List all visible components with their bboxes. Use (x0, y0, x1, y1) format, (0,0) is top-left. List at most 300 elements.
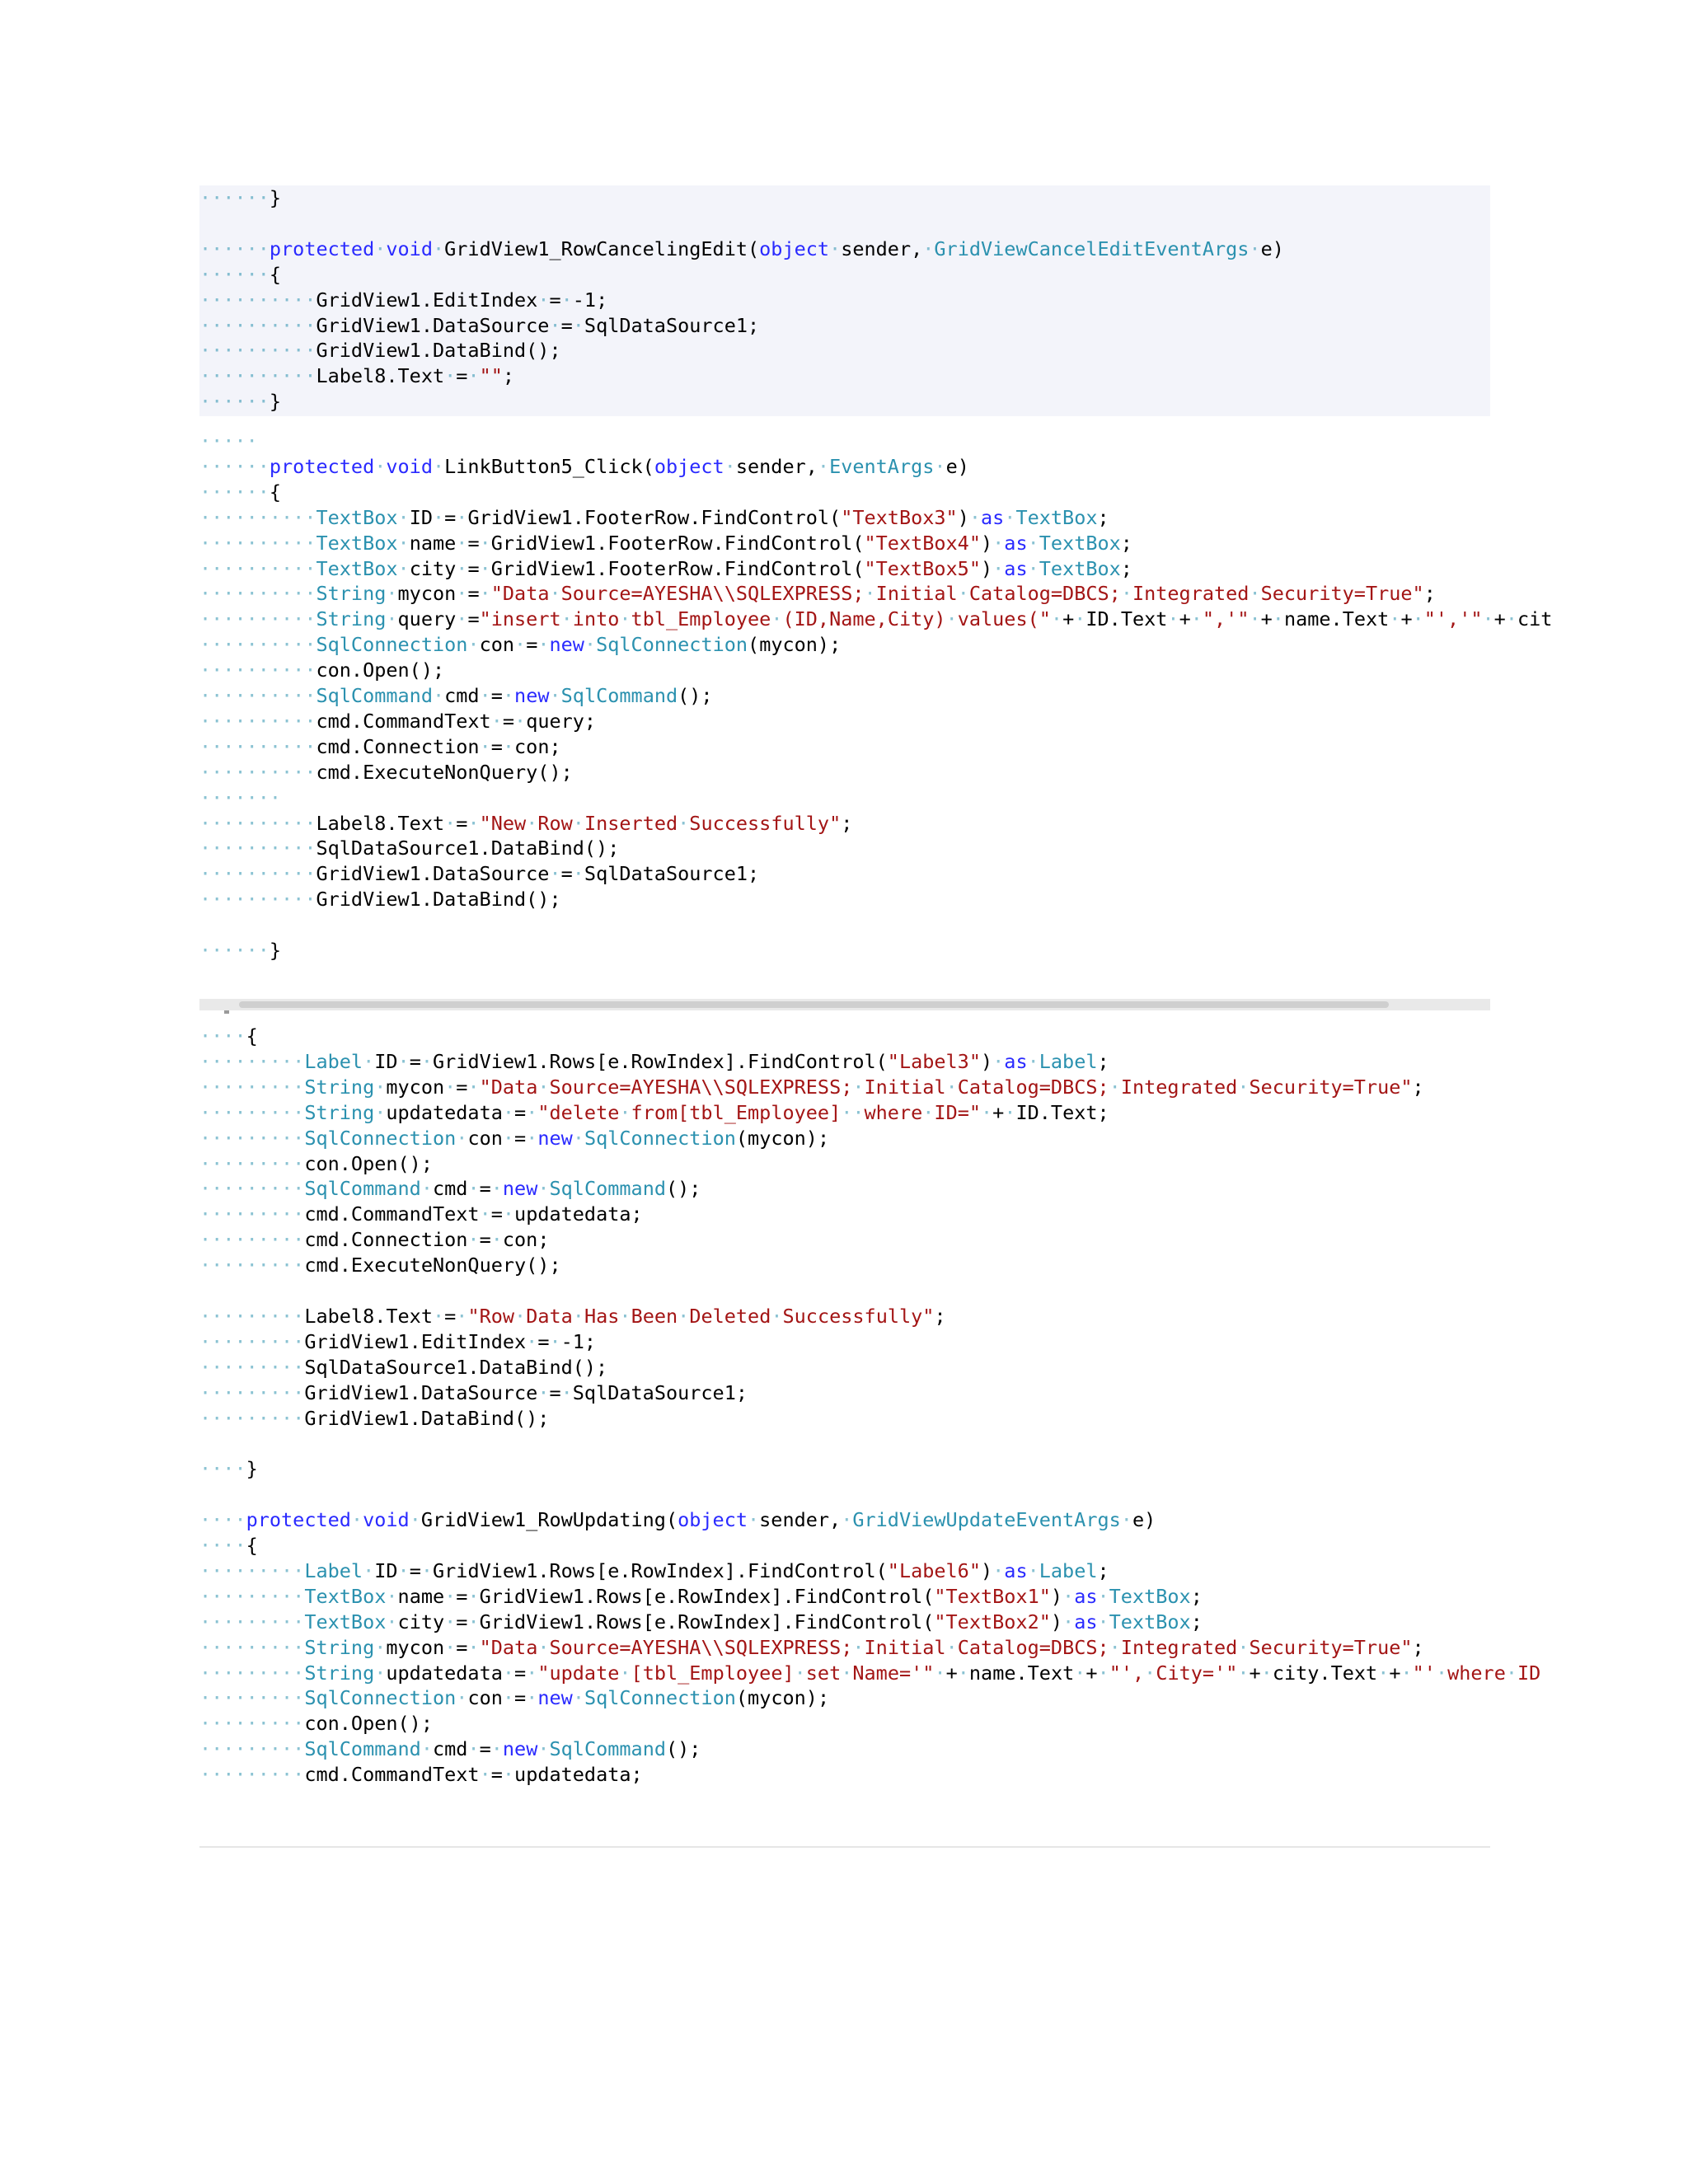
code-line (199, 1049, 1109, 1074)
code-token: ; (934, 1305, 946, 1328)
code-token: + (1179, 607, 1191, 630)
code-token: (); (666, 1177, 701, 1200)
code-token: · (678, 812, 690, 835)
code-token: GridView1.Rows[e.RowIndex].FindControl( (479, 1585, 935, 1608)
code-line (199, 1558, 1109, 1583)
code-token: = (549, 1381, 561, 1404)
code-token: · (1400, 1661, 1413, 1685)
code-token: "','" (1423, 607, 1483, 630)
code-token: ········· (199, 1407, 305, 1430)
code-token: new (549, 633, 584, 656)
code-token: ······ (199, 186, 270, 209)
code-token: SqlCommand (316, 684, 433, 707)
code-line (199, 887, 561, 912)
code-token: · (490, 1228, 503, 1251)
code-token: GridView1.Rows[e.RowIndex].FindControl( (433, 1559, 888, 1582)
code-token: void (363, 1508, 410, 1531)
code-token: + (1249, 1661, 1261, 1685)
code-token: · (1505, 607, 1517, 630)
code-token: GridViewUpdateEventArgs (852, 1508, 1121, 1531)
code-token: "Data (479, 1636, 538, 1659)
code-token: as (1004, 557, 1028, 580)
code-token: values(" (957, 607, 1051, 630)
code-token: new (502, 1737, 538, 1760)
code-token: cmd (432, 1177, 468, 1200)
code-token: mycon (386, 1636, 445, 1659)
code-token: "update (537, 1661, 620, 1685)
code-token: Security=True" (1249, 1076, 1413, 1099)
code-token: cmd.ExecuteNonQuery(); (316, 761, 573, 784)
code-token: + (1062, 607, 1075, 630)
code-token: · (852, 1636, 865, 1659)
code-token: · (1062, 1610, 1075, 1633)
code-token: protected (246, 1508, 351, 1531)
code-token: ········· (199, 1585, 305, 1608)
code-token: · (432, 506, 445, 529)
code-token: = (467, 532, 480, 555)
code-token: · (386, 1585, 398, 1608)
code-token: ········· (199, 1305, 305, 1328)
code-token: ········· (199, 1050, 305, 1073)
code-token: · (724, 455, 736, 478)
code-token: · (922, 237, 935, 260)
code-token: SqlCommand (304, 1737, 421, 1760)
code-token: · (456, 582, 468, 605)
code-token: (ID,Name,City) (782, 607, 946, 630)
code-token: "" (479, 364, 503, 387)
code-line (199, 1202, 643, 1226)
code-token: = (514, 1686, 527, 1709)
scrollbar-thumb[interactable] (239, 1001, 1389, 1008)
code-token: String (304, 1101, 375, 1124)
code-token: + (992, 1101, 1005, 1124)
code-token: = (456, 1610, 468, 1633)
code-token: ·········· (199, 761, 316, 784)
code-token: · (748, 1508, 760, 1531)
code-token: cit (1517, 607, 1553, 630)
code-token: · (374, 1101, 387, 1124)
code-token: · (771, 1305, 783, 1328)
code-token: · (526, 812, 538, 835)
code-line (199, 556, 1132, 581)
code-token: "' (1412, 1661, 1436, 1685)
code-token: ID (374, 1559, 398, 1582)
code-line (199, 480, 281, 504)
code-token: Label8.Text (304, 1305, 433, 1328)
code-token: GridView1.DataSource (316, 314, 550, 337)
code-token: ···· (199, 1457, 246, 1480)
code-token: = (526, 633, 538, 656)
code-token: · (409, 1508, 421, 1531)
code-line (199, 1406, 549, 1431)
code-token: { (246, 1024, 258, 1047)
code-token: · (374, 1661, 387, 1685)
code-token: "', (1109, 1661, 1145, 1685)
code-token: · (432, 237, 445, 260)
code-line (199, 262, 281, 287)
code-token: ; (502, 364, 515, 387)
code-token: name (397, 1585, 445, 1608)
code-token: Initial (875, 582, 958, 605)
code-token: · (490, 1737, 503, 1760)
code-token: + (945, 1661, 958, 1685)
code-token: · (537, 288, 550, 312)
code-token: · (619, 607, 631, 630)
code-token: ···· (199, 1024, 246, 1047)
code-token: tbl_Employee (631, 607, 771, 630)
code-line (199, 389, 281, 414)
code-token: ········· (199, 1101, 305, 1124)
code-token: new (502, 1177, 538, 1200)
code-token: · (374, 1076, 387, 1099)
code-token: ········· (199, 1076, 305, 1099)
code-line (199, 1584, 1203, 1609)
code-token: = (456, 1076, 468, 1099)
code-token: · (479, 1202, 491, 1226)
code-token: · (619, 1661, 631, 1685)
code-token: · (1237, 1076, 1250, 1099)
code-token: Data (526, 1305, 573, 1328)
code-token: TextBox (1109, 1610, 1191, 1633)
code-token: GridViewCancelEditEventArgs (934, 237, 1250, 260)
code-token: · (397, 1050, 410, 1073)
code-token: + (1493, 607, 1506, 630)
code-token: Source=AYESHA\\SQLEXPRESS; (549, 1076, 853, 1099)
code-token: ········· (199, 1712, 305, 1735)
code-token: · (771, 607, 783, 630)
code-token: · (572, 1305, 584, 1328)
code-token: query (397, 607, 457, 630)
code-token: ; (1423, 582, 1436, 605)
code-token: con.Open(); (304, 1712, 433, 1735)
code-token: Name='" (852, 1661, 935, 1685)
code-token: · (992, 557, 1005, 580)
code-token: "Data (490, 582, 550, 605)
code-token: GridView1.DataSource (304, 1381, 538, 1404)
code-token: · (584, 633, 597, 656)
code-token: · (456, 557, 468, 580)
code-line (199, 683, 713, 708)
code-token: sender, (759, 1508, 842, 1531)
code-token: } (246, 1457, 258, 1480)
code-token: · (922, 1101, 935, 1124)
code-token: · (479, 532, 491, 555)
code-token: · (1237, 1636, 1250, 1659)
code-token: e) (945, 455, 969, 478)
code-token: ·········· (199, 735, 316, 758)
code-token: void (386, 455, 433, 478)
code-line (199, 1762, 643, 1787)
code-line (199, 185, 281, 210)
code-token: · (467, 633, 480, 656)
code-token: ; (1097, 1050, 1109, 1073)
code-token: · (467, 1610, 480, 1633)
code-token: · (467, 812, 480, 835)
code-token: con (467, 1686, 503, 1709)
code-token: ········· (199, 1202, 305, 1226)
code-token: "New (479, 812, 527, 835)
code-token: ·········· (199, 364, 316, 387)
code-token: TextBox (1109, 1585, 1191, 1608)
code-token: = (456, 1585, 468, 1608)
code-line (199, 658, 444, 682)
code-token: ) (980, 532, 993, 555)
code-token: · (444, 1585, 457, 1608)
code-token: · (957, 1661, 969, 1685)
code-token: TextBox (1039, 532, 1121, 555)
code-token: ·· (841, 1101, 865, 1124)
code-token: from[tbl_Employee] (631, 1101, 842, 1124)
code-token: ·········· (199, 582, 316, 605)
code-token: · (829, 237, 842, 260)
code-token: Label (304, 1050, 363, 1073)
code-token: ; (841, 812, 853, 835)
code-token: ······ (199, 263, 270, 286)
code-token: "Label3" (887, 1050, 981, 1073)
code-token: · (934, 455, 946, 478)
code-token: ·········· (199, 506, 316, 529)
code-token: as (981, 506, 1005, 529)
code-token: + (1085, 1661, 1098, 1685)
code-token: ID (1517, 1661, 1541, 1685)
code-token: as (1004, 532, 1028, 555)
code-token: · (456, 532, 468, 555)
code-token: = (490, 735, 503, 758)
code-token: cmd.CommandText (304, 1763, 480, 1786)
code-token: · (549, 862, 561, 885)
code-token: · (968, 506, 981, 529)
code-token: TextBox (304, 1585, 387, 1608)
code-token: Been (631, 1305, 678, 1328)
code-token: · (1120, 582, 1132, 605)
code-token: · (1109, 1636, 1121, 1659)
code-token: (mycon); (735, 1127, 830, 1150)
code-token: protected (269, 237, 375, 260)
code-line (199, 1126, 829, 1151)
code-token: = (479, 1228, 491, 1251)
code-line (199, 1253, 561, 1277)
code-token: name.Text (968, 1661, 1075, 1685)
code-token: ·········· (199, 557, 316, 580)
code-token: · (549, 684, 561, 707)
code-token: as (1004, 1559, 1028, 1582)
code-token: · (1004, 1101, 1016, 1124)
code-line (199, 363, 514, 388)
code-token: ·········· (199, 658, 316, 682)
code-token: ········· (199, 1127, 305, 1150)
code-token: · (526, 1101, 538, 1124)
code-token: SqlDataSource1.DataBind(); (304, 1356, 608, 1379)
code-token: = (467, 582, 480, 605)
code-token: = (444, 1305, 457, 1328)
code-token: · (572, 1686, 584, 1709)
code-token: · (444, 1636, 457, 1659)
code-token: · (1097, 1610, 1109, 1633)
code-token: (mycon); (735, 1686, 830, 1709)
code-token: ) (980, 1050, 993, 1073)
code-line (199, 1329, 596, 1354)
code-token: cmd (432, 1737, 468, 1760)
code-line (199, 288, 607, 312)
code-token: -1; (560, 1330, 597, 1353)
code-token: · (1435, 1661, 1448, 1685)
code-token: · (537, 1076, 550, 1099)
code-token: = (560, 314, 573, 337)
code-token: = (479, 1177, 491, 1200)
code-token: Catalog=DBCS; (957, 1076, 1109, 1099)
code-token: · (1109, 1076, 1121, 1099)
code-token: SqlConnection (584, 1127, 736, 1150)
code-token: ·········· (199, 339, 316, 362)
code-token: con.Open(); (316, 658, 445, 682)
code-token: · (502, 1101, 515, 1124)
code-token: ········· (199, 1228, 305, 1251)
code-token: · (1505, 1661, 1518, 1685)
code-token: · (479, 735, 491, 758)
code-token: · (467, 1076, 480, 1099)
code-token: · (420, 1050, 434, 1073)
code-token: SqlDataSource1; (572, 1381, 748, 1404)
code-token: object (654, 455, 724, 478)
code-token: cmd.Connection (304, 1228, 468, 1251)
code-token: = (444, 506, 457, 529)
code-token: · (1412, 607, 1424, 630)
code-token: · (467, 1177, 480, 1200)
code-token: · (502, 1686, 515, 1709)
code-token: · (502, 1127, 515, 1150)
code-token: · (456, 506, 468, 529)
code-token: = (490, 1202, 503, 1226)
code-token: { (269, 263, 282, 286)
code-token: ID.Text (1085, 607, 1168, 630)
code-token: where (1447, 1661, 1506, 1685)
code-token: Label8.Text (316, 812, 445, 835)
code-token: · (490, 1177, 503, 1200)
code-token: GridView1.Rows[e.RowIndex].FindControl( (433, 1050, 888, 1073)
code-line (199, 1711, 433, 1736)
code-token: "Label6" (887, 1559, 981, 1582)
code-token: ·········· (199, 888, 316, 911)
code-token: City='" (1156, 1661, 1238, 1685)
code-token: · (619, 1305, 631, 1328)
code-token: city (409, 557, 457, 580)
code-token: · (444, 1610, 457, 1633)
code-token: · (1167, 607, 1179, 630)
code-token: · (467, 364, 480, 387)
code-token: Initial (864, 1636, 946, 1659)
code-token: SqlCommand (549, 1177, 666, 1200)
code-token: · (572, 1127, 584, 1150)
code-line (199, 1507, 1156, 1532)
code-token: e) (1260, 237, 1284, 260)
code-token: ; (1412, 1076, 1424, 1099)
code-token: · (514, 1305, 527, 1328)
code-token: ········· (199, 1356, 305, 1379)
code-token: GridView1.DataBind(); (304, 1407, 550, 1430)
code-token: GridView1.Rows[e.RowIndex].FindControl( (479, 1610, 935, 1633)
code-token: e) (1132, 1508, 1156, 1531)
code-token: · (1120, 1508, 1132, 1531)
code-token: · (1377, 1661, 1390, 1685)
code-token: · (526, 1330, 538, 1353)
code-token: · (992, 1050, 1005, 1073)
code-token: · (420, 1559, 434, 1582)
code-token: · (981, 1101, 993, 1124)
horizontal-scrollbar[interactable] (199, 999, 1490, 1010)
code-token: GridView1.FooterRow.FindControl( (490, 557, 865, 580)
code-token: Deleted (689, 1305, 771, 1328)
code-token: · (560, 288, 573, 312)
code-line (199, 1635, 1424, 1660)
code-token: ······ (199, 390, 270, 413)
code-token: · (526, 1127, 538, 1150)
code-token: ········· (199, 1254, 305, 1277)
code-token: · (1097, 1585, 1109, 1608)
code-token: ········· (199, 1636, 305, 1659)
code-token: · (1062, 1585, 1075, 1608)
code-token: · (537, 1177, 550, 1200)
code-token: Row (537, 812, 573, 835)
code-line (199, 1380, 748, 1405)
code-token: ) (957, 506, 969, 529)
code-token: · (467, 1737, 480, 1760)
code-token: updatedata; (514, 1763, 643, 1786)
code-token: · (841, 1508, 853, 1531)
code-token: SqlDataSource1.DataBind(); (316, 837, 620, 860)
code-token: · (363, 1050, 375, 1073)
code-token: ······ (199, 237, 270, 260)
code-token: Catalog=DBCS; (957, 1636, 1109, 1659)
code-line (199, 1456, 258, 1481)
code-token: ; (1412, 1636, 1424, 1659)
code-token: · (374, 1636, 387, 1659)
code-token: · (444, 364, 457, 387)
code-token: · (549, 314, 561, 337)
code-token: · (386, 607, 398, 630)
code-token: = (456, 812, 468, 835)
code-token: ·········· (199, 710, 316, 733)
code-token: GridView1_RowUpdating( (420, 1508, 678, 1531)
code-token: · (479, 684, 491, 707)
code-line (199, 1176, 701, 1201)
code-token: TextBox (316, 557, 398, 580)
code-line (199, 1610, 1203, 1634)
code-token: "TextBox3" (841, 506, 958, 529)
code-token: ········· (199, 1177, 305, 1200)
code-token: cmd (444, 684, 480, 707)
code-token: ·········· (199, 862, 316, 885)
code-token: = (514, 1127, 527, 1150)
code-token: Inserted (584, 812, 678, 835)
code-token: · (514, 710, 527, 733)
code-token: · (572, 862, 584, 885)
code-line (199, 785, 281, 810)
code-token: where (864, 1101, 923, 1124)
code-token: object (759, 237, 830, 260)
code-token: + (1400, 607, 1413, 630)
code-token: GridView1.DataBind(); (316, 339, 561, 362)
code-token: sender, (841, 237, 923, 260)
code-token: · (432, 684, 445, 707)
code-token: · (502, 684, 515, 707)
code-line (199, 1075, 1424, 1099)
code-token: · (537, 1381, 550, 1404)
code-token: ID (409, 506, 433, 529)
code-token: · (363, 1559, 375, 1582)
code-token: = (537, 1330, 550, 1353)
code-token: "TextBox5" (864, 557, 981, 580)
code-line (199, 1533, 258, 1558)
